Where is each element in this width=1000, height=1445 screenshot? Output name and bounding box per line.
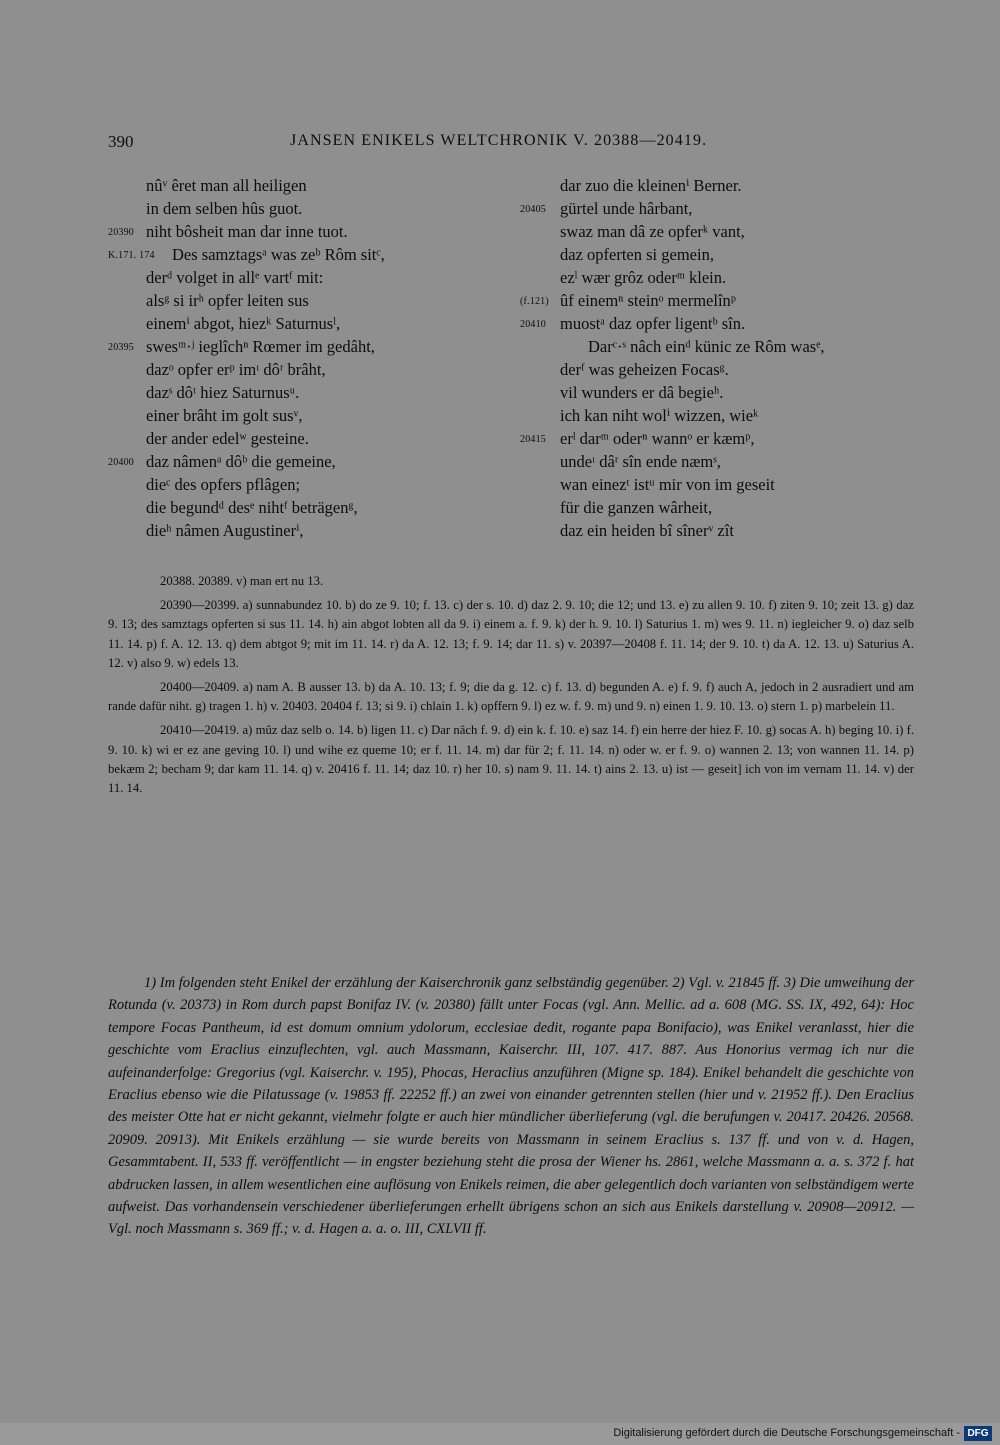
verse-line <box>520 427 920 450</box>
apparatus-block: 20410—20419. a) mûz daz selb o. 14. b) ligen 11. c) Dar nâch f. 9. d) ein k. f. 10. e) saz 14. f) ein herre der hiez F. 10. g) socas A. h) beging 10. i) f. 9. 10. k) wi er ez ane geving 10. l) und wihe ez queme 10; er f. 11. 14. m) dar für 2; f. 11. 14. n) oder w. er f. 9. o) wannen 2. 13; von wannen 11. 14. p) bekæm 2; becham 9; dar kam 11. 14. q) v. 20416 f. 11. 14; daz 10. r) her 10. s) nam 9. 11. 14. t) ains 2. 13. u) ist — geseit] ich von im vernam 11. 14. v) der 11. 14. <box>108 723 914 796</box>
verse-line <box>520 381 920 404</box>
line-number: 20415 <box>520 434 546 445</box>
verse-line <box>520 519 920 542</box>
verse-line <box>520 404 920 427</box>
verse-line <box>108 174 508 197</box>
verse-text: undeᶥ dâʳ sîn ende næmˢ, <box>560 452 721 471</box>
verse-text: daz opferten si gemein, <box>560 245 714 264</box>
verse-text: die begundᵈ desᵉ nihtᶠ beträgenᵍ, <box>146 498 358 517</box>
line-number: 20400 <box>108 457 134 468</box>
footer-credit: Digitalisierung gefördert durch die Deutsche Forschungsgemeinschaft - <box>613 1427 960 1439</box>
verse-column-left <box>108 174 508 542</box>
verse-text: alsᵍ si irʰ opfer leiten sus <box>146 291 309 310</box>
verse-line <box>520 473 920 496</box>
verse-line <box>520 358 920 381</box>
apparatus-block: 20388. 20389. v) man ert nu 13. <box>160 574 324 588</box>
verse-text: der ander edelʷ gesteine. <box>146 429 309 448</box>
apparatus-block: 20390—20399. a) sunnabundez 10. b) do ze 9. 10; f. 13. c) der s. 10. d) daz 2. 9. 10; die 12; und 13. e) zu allen 9. 10. f) ziten 9. 10; zeit 13. g) daz 9. 13; des samztags opferten si sus 11. 14. h) ain abgot lobten all da 9. i) einem a. f. 9. k) der h. 9. 10. l) Saturius 1. m) wes 9. 11. n) iegleicher 9. o) daz selb 11. 14. p) f. A. 12. 13. q) dem abtgot 9; mit im 11. 14. r) da A. 12. 13; f. 9. 14; dar 11. s) v. 20397—20408 f. 11. 14; der 9. 10. t) da A. 12. 13. u) Saturius A. 12. v) also 9. w) edels 13. <box>108 598 914 670</box>
verse-text: wan einezᵗ istᵘ mir von im geseit <box>560 475 775 494</box>
verse-line <box>520 450 920 473</box>
line-number: K.171. 174 <box>108 250 155 261</box>
verse-text: für die ganzen wârheit, <box>560 498 713 517</box>
verse-line <box>520 496 920 519</box>
verse-text: ûf einemⁿ steinᵒ mermelînᵖ <box>560 291 736 310</box>
verse-text: einer brâht im golt susᵛ, <box>146 406 303 425</box>
verse-line <box>520 335 920 358</box>
verse-text: Darᶜ·ˢ nâch einᵈ künic ze Rôm wasᵉ, <box>588 337 825 356</box>
verse-text: erˡ darᵐ oderⁿ wannᵒ er kæmᵖ, <box>560 429 755 448</box>
apparatus-block: 20400—20409. a) nam A. B ausser 13. b) da A. 10. 13; f. 9; die da g. 12. c) f. 13. d) begunden A. e) f. 9. f) auch A, jedoch in 2 ausradiert und am rande dafür niht. g) tragen 1. h) v. 20403. 20404 f. 13; si 9. i) chlain 1. k) opffern 9. l) ez w. f. 9. m) und 9. n) einen 1. 9. 10. 13. o) stern 1. p) marbelein 11. <box>108 680 914 714</box>
verse-text: Des samztagsᵃ was zeᵇ Rôm sitᶜ, <box>172 245 385 264</box>
running-title: JANSEN ENIKELS WELTCHRONIK V. 20388—20419. <box>290 132 708 149</box>
verse-line <box>520 197 920 220</box>
verse-text: swesᵐ·ʲ ieglîchⁿ Rœmer im gedâht, <box>146 337 375 356</box>
verse-text: nûᵛ êret man all heiligen <box>146 176 307 195</box>
verse-text: gürtel unde hârbant, <box>560 199 693 218</box>
running-header <box>0 132 1000 156</box>
verse-text: vil wunders er dâ begieʰ. <box>560 383 724 402</box>
verse-text: in dem selben hûs guot. <box>146 199 303 218</box>
line-number: 20395 <box>108 342 134 353</box>
line-number: 20390 <box>108 227 134 238</box>
verse-line <box>108 266 508 289</box>
digitization-footer <box>0 1423 1000 1445</box>
verse-line <box>108 427 508 450</box>
verse-text: derᶠ was geheizen Focasᵍ. <box>560 360 729 379</box>
critical-apparatus <box>108 572 914 803</box>
verse-line <box>108 381 508 404</box>
verse-text: swaz man dâ ze opferᵏ vant, <box>560 222 745 241</box>
verse-line <box>108 473 508 496</box>
verse-text: dieᶜ des opfers pflâgen; <box>146 475 301 494</box>
verse-line <box>520 243 920 266</box>
verse-line <box>108 197 508 220</box>
verse-line <box>520 266 920 289</box>
footnotes: 1) Im folgenden steht Enikel der erzählung der Kaiserchronik ganz selbständig gegenüber. 2) Vgl. v. 21845 ff. 3) Die umweihung der Rotunda (v. 20373) in Rom durch papst Bonifaz IV. (v. 20380) fällt unter Focas (vgl. Ann. Mellic. ad a. 608 (MG. SS. IX, 492, 64): Hoc tempore Focas Pantheum, id est domum omnium ydolorum, ecclesiae dedit, rogante papa Bonifacio), was Enikel veranlasst, hier die geschichte vom Eraclius einzuflechten, vgl. auch Massmann, Kaiserchr. III, 107. 417. 887. Aus Honorius vermag ich nur die aufeinanderfolge: Gregorius (vgl. Kaiserchr. v. 195), Phocas, Heraclius anzuführen (Migne sp. 184). Enikel behandelt die geschichte von Eraclius ebenso wie die Pilatussage (v. 19853 ff. 22252 ff.) an zwei von einander getrennten stellen (hier und v. 21952 ff.). Den Eraclius des meister Otte hat er nicht gekannt, vielmehr folgte er auch hier mündlicher überlieferung (vgl. die berufungen v. 20417. 20426. 20568. 20909. 20913). Mit Enikels erzählung — sie wurde bereits von Massmann in seinem Eraclius s. 137 ff. und von v. d. Hagen, Gesammtabent. II, 533 ff. veröffentlicht — in engster beziehung steht die prosa der Wiener hs. 2861, welche Massmann a. a. s. 372 f. hat abdrucken lassen, in allem wesentlichen eine auflösung von Enikels reimen, die aber gelegentlich doch varianten von selbständigem werte aufweist. Das vorhandensein verschiedener überlieferungen erhellt übrigens schon an sich aus Enikels darstellung v. 20908—20912. — Vgl. noch Massmann s. 369 ff.; v. d. Hagen a. a. o. III, CXLVII ff. <box>108 975 914 1238</box>
verse-text: ezˡ wær grôz oderᵐ klein. <box>560 268 727 287</box>
verse-line <box>520 312 920 335</box>
dfg-logo: DFG <box>964 1426 992 1441</box>
verse-line <box>520 174 920 197</box>
verse-line <box>520 289 920 312</box>
verse-text: daz ein heiden bî sînerᵛ zît <box>560 521 734 540</box>
verse-line <box>108 496 508 519</box>
verse-line <box>108 450 508 473</box>
verse-text: derᵈ volget in allᵉ vartᶠ mit: <box>146 268 324 287</box>
verse-line <box>108 519 508 542</box>
verse-text: dieʰ nâmen Augustinerⁱ, <box>146 521 304 540</box>
verse-line <box>108 243 508 266</box>
verse-line <box>108 404 508 427</box>
verse-line <box>108 289 508 312</box>
line-number: 20410 <box>520 319 546 330</box>
verse-line <box>520 220 920 243</box>
verse-text: daz nâmenᵃ dôᵇ die gemeine, <box>146 452 336 471</box>
verse-text: niht bôsheit man dar inne tuot. <box>146 222 348 241</box>
verse-column-right <box>520 174 920 542</box>
verse-line <box>108 220 508 243</box>
verse-line <box>108 335 508 358</box>
verse-text: muostᵃ daz opfer ligentᵇ sîn. <box>560 314 746 333</box>
verse-line <box>108 358 508 381</box>
verse-text: dar zuo die kleinenⁱ Berner. <box>560 176 742 195</box>
line-number: 20405 <box>520 204 546 215</box>
verse-text: einemⁱ abgot, hiezᵏ Saturnusˡ, <box>146 314 341 333</box>
verse-line <box>108 312 508 335</box>
verse-text: ich kan niht wolⁱ wizzen, wieᵏ <box>560 406 759 425</box>
line-number: (f.121) <box>520 296 549 307</box>
page-number: 390 <box>108 132 134 151</box>
verse-text: dazᵒ opfer erᵖ imᶥ dôʳ brâht, <box>146 360 326 379</box>
verse-text: dazˢ dôᵗ hiez Saturnusᵘ. <box>146 383 300 402</box>
